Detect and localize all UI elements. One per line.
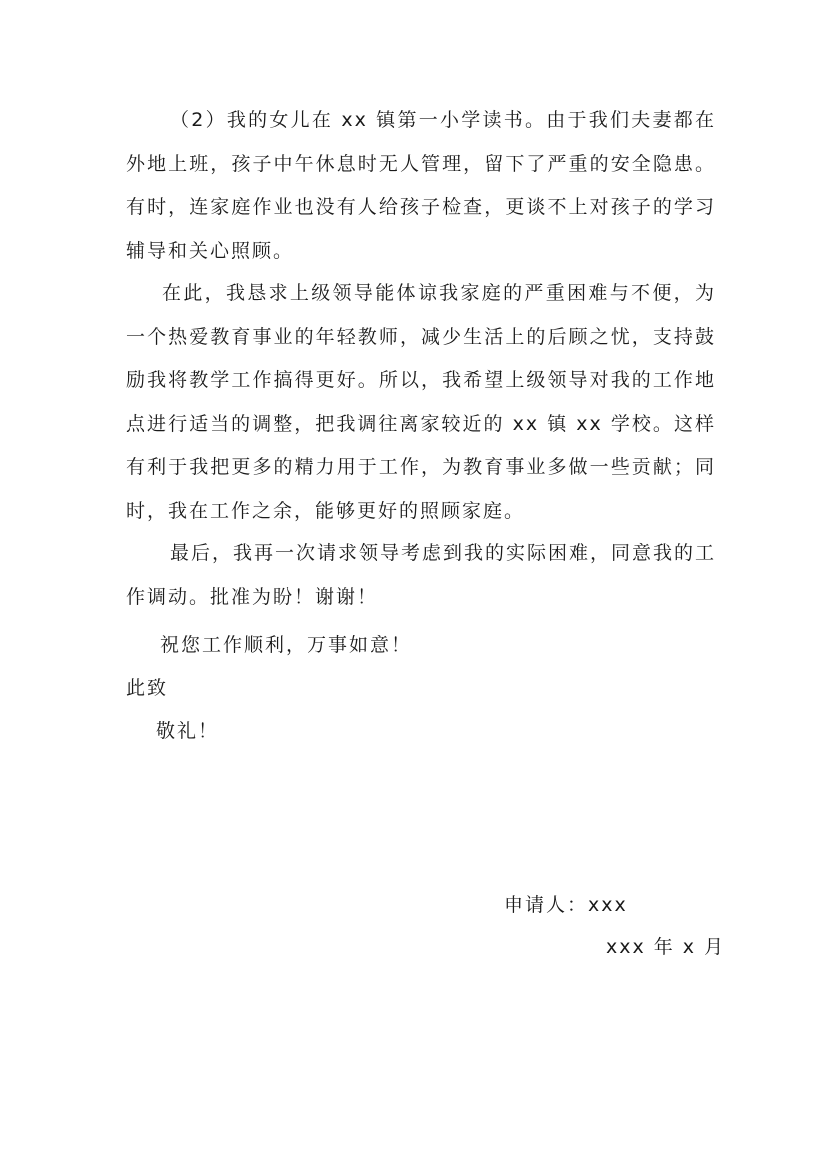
paragraph-daughter-school: （2）我的女儿在 xx 镇第一小学读书。由于我们夫妻都在外地上班，孩子中午休息时无人管理，留下了严重的安全隐患。有时，连家庭作业也没有人给孩子检查，更谈不上对孩子的学习辅导和关心照顾。 — [126, 109, 716, 262]
salutation-jingli: 敬礼！ — [156, 720, 220, 742]
closing-wish: 祝您工作顺利，万事如意！ — [160, 634, 413, 656]
salutation-cizhi: 此致 — [126, 677, 169, 699]
letter-date: xxx 年 x 月 — [606, 936, 726, 958]
paragraph-final-request: 最后，我再一次请求领导考虑到我的实际困难，同意我的工作调动。批准为盼！谢谢！ — [126, 542, 717, 608]
applicant-signature: 申请人：xxx — [504, 894, 628, 916]
paragraph-request: 在此，我恳求上级领导能体谅我家庭的严重困难与不便，为一个热爱教育事业的年轻教师，减少生活上的后顾之忧，支持鼓励我将教学工作搞得更好。所以，我希望上级领导对我的工作地点进行适当的调整，把我调往离家较近的 xx 镇 xx 学校。这样有利于我把更多的精力用于工作，为教育事业多做一些贡献；同时，我在工作之余，能够更好的照顾家庭。 — [126, 282, 716, 522]
